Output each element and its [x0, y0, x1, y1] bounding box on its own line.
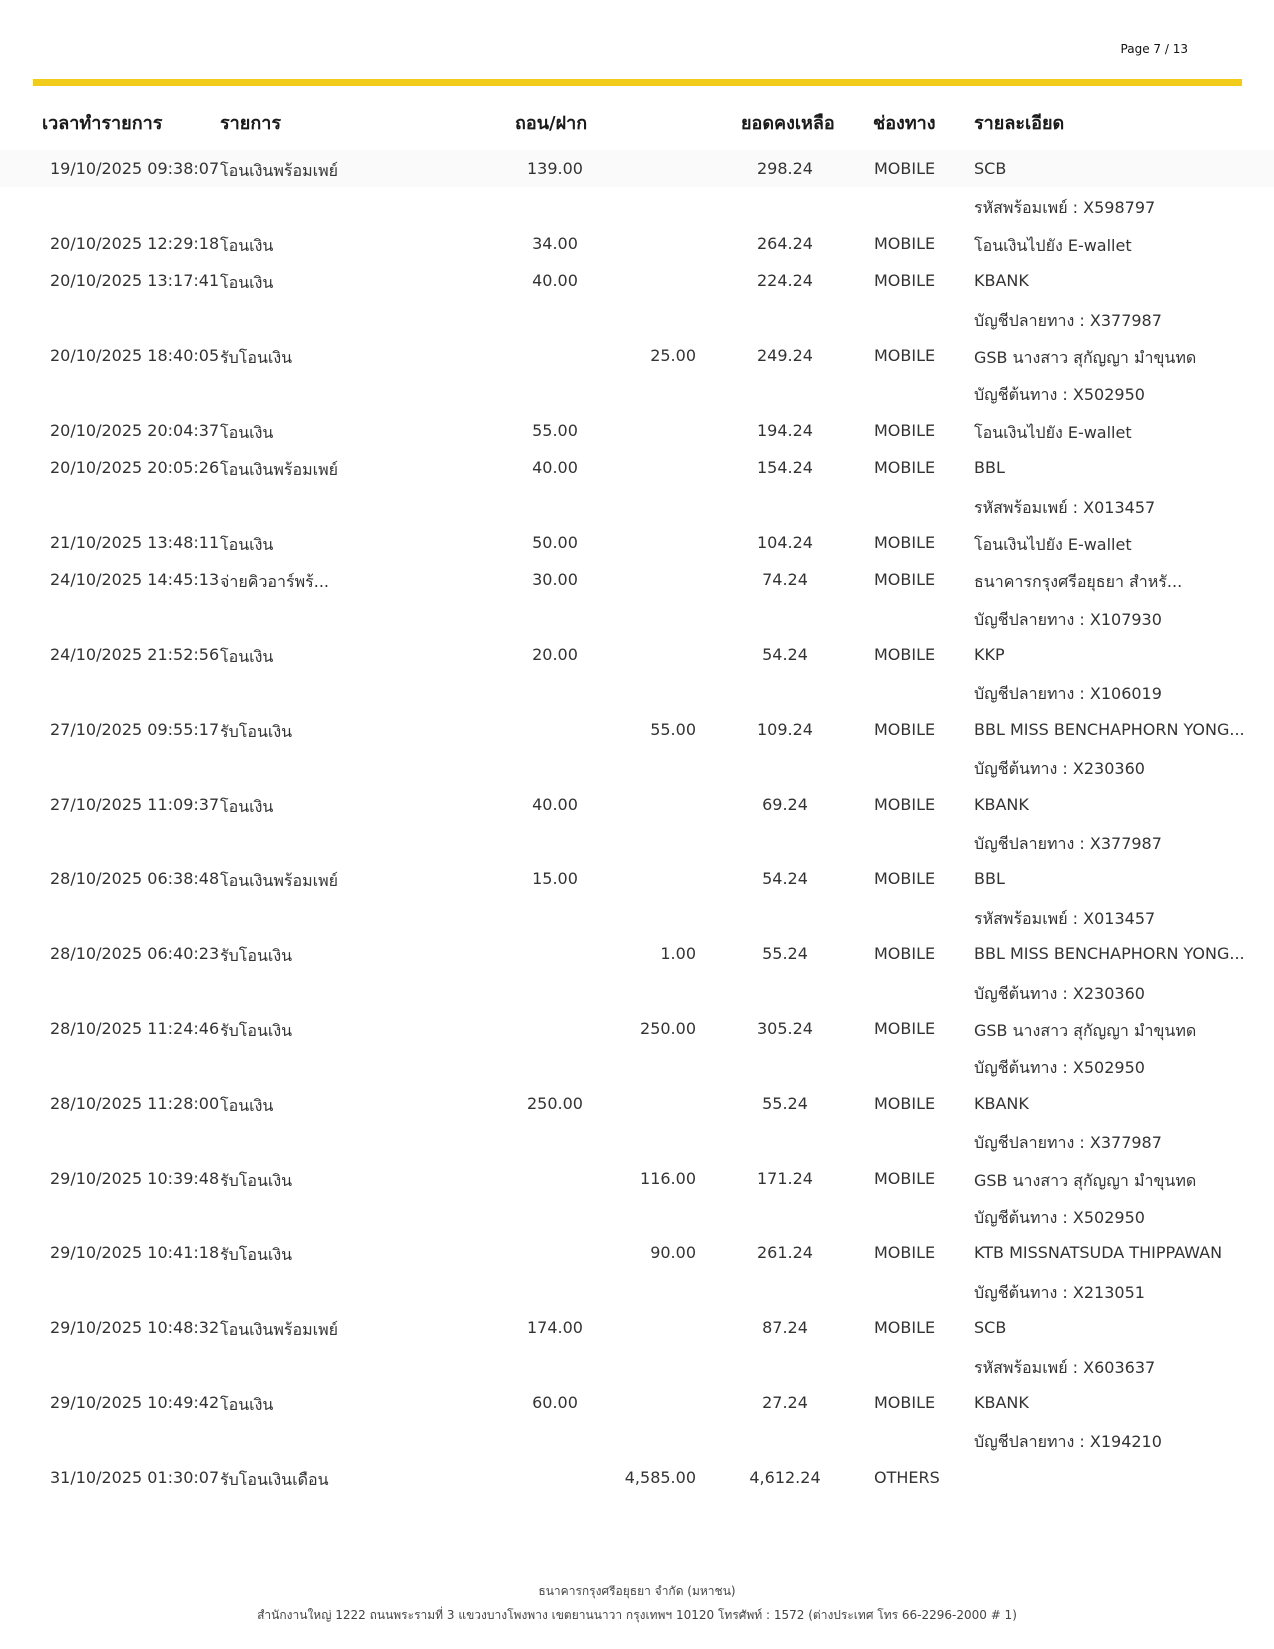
cell-balance: 27.24	[762, 1392, 808, 1412]
cell-withdraw: 40.00	[532, 458, 578, 478]
footer-address: สำนักงานใหญ่ 1222 ถนนพระรามที่ 3 แขวงบางโพงพาง เขตยานนาวา กรุงเทพฯ 10120 โทรศัพท์ : 1572 (ต่างประเทศ โทร 66-2296-2000 # 1)	[257, 1608, 1017, 1622]
table-row	[0, 374, 1274, 411]
cell-channel: MOBILE	[874, 420, 936, 440]
cell-time: 28/10/2025 11:28:00	[50, 1093, 220, 1113]
table-row	[0, 748, 1274, 785]
cell-time: 27/10/2025 11:09:37	[50, 794, 220, 814]
table-row	[0, 1421, 1274, 1458]
cell-description: รับโอนเงิน	[220, 1170, 293, 1190]
cell-time: 20/10/2025 20:04:37	[50, 420, 220, 440]
cell-channel: MOBILE	[874, 570, 936, 590]
cell-detail: บัญชีต้นทาง : X502950	[974, 1207, 1145, 1227]
cell-detail: รหัสพร้อมเพย์ : X013457	[974, 908, 1156, 928]
cell-channel: MOBILE	[874, 1093, 936, 1113]
cell-channel: MOBILE	[874, 345, 936, 365]
cell-detail: BBL	[974, 458, 1005, 478]
cell-balance: 154.24	[757, 458, 813, 478]
cell-detail: ธนาคารกรุงศรีอยุธยา สำหรั...	[974, 572, 1183, 592]
cell-withdraw: 50.00	[532, 532, 578, 552]
cell-channel: MOBILE	[874, 645, 936, 665]
cell-withdraw: 60.00	[532, 1392, 578, 1412]
cell-channel: MOBILE	[874, 1243, 936, 1263]
cell-balance: 69.24	[762, 794, 808, 814]
cell-channel: MOBILE	[874, 159, 936, 178]
cell-withdraw: 174.00	[527, 1318, 583, 1338]
cell-channel: MOBILE	[874, 1168, 936, 1188]
table-row	[0, 1234, 1274, 1271]
cell-channel: MOBILE	[874, 233, 936, 253]
cell-description: รับโอนเงิน	[220, 721, 293, 741]
table-row	[0, 1160, 1274, 1197]
cell-detail: BBL MISS BENCHAPHORN YONG...	[974, 944, 1245, 964]
table-row	[0, 561, 1274, 598]
table-row	[0, 711, 1274, 748]
cell-description: โอนเงิน	[220, 422, 274, 442]
cell-detail: โอนเงินไปยัง E-wallet	[974, 235, 1132, 255]
cell-detail: รหัสพร้อมเพย์ : X013457	[974, 497, 1156, 517]
table-row	[0, 300, 1274, 337]
cell-withdraw: 139.00	[527, 159, 583, 178]
cell-time: 29/10/2025 10:49:42	[50, 1392, 220, 1412]
cell-deposit: 116.00	[640, 1168, 696, 1188]
cell-detail: KBANK	[974, 1093, 1029, 1113]
cell-channel: MOBILE	[874, 532, 936, 552]
cell-detail: GSB นางสาว สุกัญญา มำขุนทด	[974, 347, 1197, 367]
cell-description: รับโอนเงินเดือน	[220, 1469, 329, 1489]
cell-balance: 194.24	[757, 420, 813, 440]
cell-balance: 55.24	[762, 944, 808, 964]
table-row	[0, 262, 1274, 299]
table-row	[0, 786, 1274, 823]
cell-detail: BBL MISS BENCHAPHORN YONG...	[974, 719, 1245, 739]
cell-channel: MOBILE	[874, 869, 936, 889]
table-row	[0, 1085, 1274, 1122]
cell-balance: 104.24	[757, 532, 813, 552]
cell-detail: KBANK	[974, 271, 1029, 291]
cell-description: รับโอนเงิน	[220, 1245, 293, 1265]
cell-withdraw: 250.00	[527, 1093, 583, 1113]
cell-description: จ่ายคิวอาร์พร้...	[220, 572, 330, 592]
cell-time: 20/10/2025 18:40:05	[50, 345, 220, 365]
cell-detail: KKP	[974, 645, 1005, 665]
page-number: Page 7 / 13	[1120, 42, 1188, 56]
cell-withdraw: 40.00	[532, 271, 578, 291]
cell-balance: 74.24	[762, 570, 808, 590]
cell-detail: บัญชีปลายทาง : X377987	[974, 1133, 1162, 1153]
table-row	[0, 412, 1274, 449]
table-row	[0, 150, 1274, 187]
cell-withdraw: 15.00	[532, 869, 578, 889]
cell-detail: GSB นางสาว สุกัญญา มำขุนทด	[974, 1020, 1197, 1040]
cell-description: โอนเงิน	[220, 273, 274, 293]
table-row	[0, 1347, 1274, 1384]
cell-channel: MOBILE	[874, 944, 936, 964]
table-row	[0, 935, 1274, 972]
cell-balance: 298.24	[757, 159, 813, 178]
table-row	[0, 1384, 1274, 1421]
cell-time: 28/10/2025 06:40:23	[50, 944, 220, 964]
cell-detail: KBANK	[974, 1392, 1029, 1412]
footer-bank-name: ธนาคารกรุงศรีอยุธยา จำกัด (มหาชน)	[538, 1584, 736, 1598]
cell-detail: KBANK	[974, 794, 1029, 814]
cell-deposit: 4,585.00	[624, 1467, 696, 1487]
cell-time: 29/10/2025 10:39:48	[50, 1168, 220, 1188]
header-withdraw-deposit: ถอน/ฝาก	[515, 113, 588, 134]
cell-detail: บัญชีปลายทาง : X106019	[974, 684, 1162, 704]
table-row	[0, 1272, 1274, 1309]
cell-detail: รหัสพร้อมเพย์ : X603637	[974, 1357, 1156, 1377]
cell-withdraw: 34.00	[532, 233, 578, 253]
cell-balance: 87.24	[762, 1318, 808, 1338]
cell-time: 29/10/2025 10:48:32	[50, 1318, 220, 1338]
cell-balance: 54.24	[762, 869, 808, 889]
cell-withdraw: 55.00	[532, 420, 578, 440]
cell-detail: KTB MISSNATSUDA THIPPAWAN	[974, 1243, 1223, 1263]
table-row	[0, 673, 1274, 710]
cell-balance: 109.24	[757, 719, 813, 739]
cell-detail: บัญชีต้นทาง : X230360	[974, 759, 1145, 779]
cell-time: 31/10/2025 01:30:07	[50, 1467, 220, 1487]
cell-withdraw: 40.00	[532, 794, 578, 814]
table-header	[0, 104, 1274, 136]
cell-detail: โอนเงินไปยัง E-wallet	[974, 422, 1132, 442]
cell-withdraw: 20.00	[532, 645, 578, 665]
cell-deposit: 250.00	[640, 1018, 696, 1038]
cell-channel: MOBILE	[874, 1318, 936, 1338]
header-time: เวลาทำรายการ	[42, 113, 163, 134]
table-row	[0, 898, 1274, 935]
cell-time: 20/10/2025 13:17:41	[50, 271, 220, 291]
table-row	[0, 599, 1274, 636]
header-balance: ยอดคงเหลือ	[741, 113, 835, 134]
cell-detail: BBL	[974, 869, 1005, 889]
cell-detail: บัญชีปลายทาง : X107930	[974, 609, 1162, 629]
cell-deposit: 90.00	[650, 1243, 696, 1263]
table-row	[0, 1047, 1274, 1084]
table-row	[0, 973, 1274, 1010]
cell-channel: MOBILE	[874, 794, 936, 814]
cell-detail: บัญชีต้นทาง : X213051	[974, 1282, 1145, 1302]
table-row	[0, 524, 1274, 561]
brand-bar	[33, 79, 1242, 86]
cell-description: โอนเงินพร้อมเพย์	[220, 460, 339, 480]
cell-balance: 249.24	[757, 345, 813, 365]
table-row	[0, 1459, 1274, 1496]
cell-detail: SCB	[974, 159, 1007, 178]
cell-channel: MOBILE	[874, 719, 936, 739]
cell-description: โอนเงิน	[220, 796, 274, 816]
cell-balance: 261.24	[757, 1243, 813, 1263]
header-channel: ช่องทาง	[873, 113, 936, 134]
cell-time: 28/10/2025 11:24:46	[50, 1018, 220, 1038]
cell-deposit: 1.00	[660, 944, 696, 964]
cell-balance: 55.24	[762, 1093, 808, 1113]
cell-description: โอนเงิน	[220, 235, 274, 255]
table-row	[0, 487, 1274, 524]
cell-balance: 171.24	[757, 1168, 813, 1188]
table-row	[0, 225, 1274, 262]
cell-time: 20/10/2025 20:05:26	[50, 458, 220, 478]
cell-description: โอนเงินพร้อมเพย์	[220, 871, 339, 891]
cell-time: 24/10/2025 14:45:13	[50, 570, 220, 590]
header-description: รายการ	[220, 113, 281, 134]
cell-description: รับโอนเงิน	[220, 1020, 293, 1040]
table-row	[0, 1010, 1274, 1047]
cell-channel: MOBILE	[874, 271, 936, 291]
transaction-table	[0, 150, 1274, 1496]
cell-time: 29/10/2025 10:41:18	[50, 1243, 220, 1263]
cell-channel: MOBILE	[874, 458, 936, 478]
cell-description: โอนเงินพร้อมเพย์	[220, 161, 339, 180]
cell-detail: บัญชีปลายทาง : X194210	[974, 1432, 1162, 1452]
cell-description: รับโอนเงิน	[220, 347, 293, 367]
cell-detail: บัญชีต้นทาง : X502950	[974, 1058, 1145, 1078]
table-row	[0, 1197, 1274, 1234]
cell-time: 20/10/2025 12:29:18	[50, 233, 220, 253]
cell-channel: MOBILE	[874, 1018, 936, 1038]
cell-description: โอนเงินพร้อมเพย์	[220, 1320, 339, 1340]
cell-detail: บัญชีปลายทาง : X377987	[974, 834, 1162, 854]
cell-detail: บัญชีต้นทาง : X502950	[974, 385, 1145, 405]
cell-detail: SCB	[974, 1318, 1007, 1338]
table-row	[0, 1309, 1274, 1346]
cell-description: รับโอนเงิน	[220, 946, 293, 966]
header-detail: รายละเอียด	[974, 113, 1065, 134]
cell-detail: โอนเงินไปยัง E-wallet	[974, 534, 1132, 554]
cell-deposit: 55.00	[650, 719, 696, 739]
table-row	[0, 823, 1274, 860]
cell-time: 21/10/2025 13:48:11	[50, 532, 220, 552]
cell-balance: 4,612.24	[749, 1467, 821, 1487]
cell-time: 19/10/2025 09:38:07	[50, 159, 220, 178]
cell-balance: 54.24	[762, 645, 808, 665]
cell-time: 28/10/2025 06:38:48	[50, 869, 220, 889]
cell-balance: 264.24	[757, 233, 813, 253]
cell-description: โอนเงิน	[220, 647, 274, 667]
cell-balance: 305.24	[757, 1018, 813, 1038]
table-row	[0, 1122, 1274, 1159]
table-row	[0, 636, 1274, 673]
cell-deposit: 25.00	[650, 345, 696, 365]
cell-description: โอนเงิน	[220, 1095, 274, 1115]
cell-balance: 224.24	[757, 271, 813, 291]
cell-time: 24/10/2025 21:52:56	[50, 645, 220, 665]
cell-channel: OTHERS	[874, 1467, 940, 1487]
cell-channel: MOBILE	[874, 1392, 936, 1412]
cell-time: 27/10/2025 09:55:17	[50, 719, 220, 739]
table-row	[0, 337, 1274, 374]
cell-detail: บัญชีต้นทาง : X230360	[974, 983, 1145, 1003]
cell-withdraw: 30.00	[532, 570, 578, 590]
table-row	[0, 860, 1274, 897]
cell-description: โอนเงิน	[220, 534, 274, 554]
cell-detail: รหัสพร้อมเพย์ : X598797	[974, 198, 1156, 218]
table-row	[0, 449, 1274, 486]
table-row	[0, 187, 1274, 224]
cell-description: โอนเงิน	[220, 1394, 274, 1414]
cell-detail: GSB นางสาว สุกัญญา มำขุนทด	[974, 1170, 1197, 1190]
cell-detail: บัญชีปลายทาง : X377987	[974, 310, 1162, 330]
